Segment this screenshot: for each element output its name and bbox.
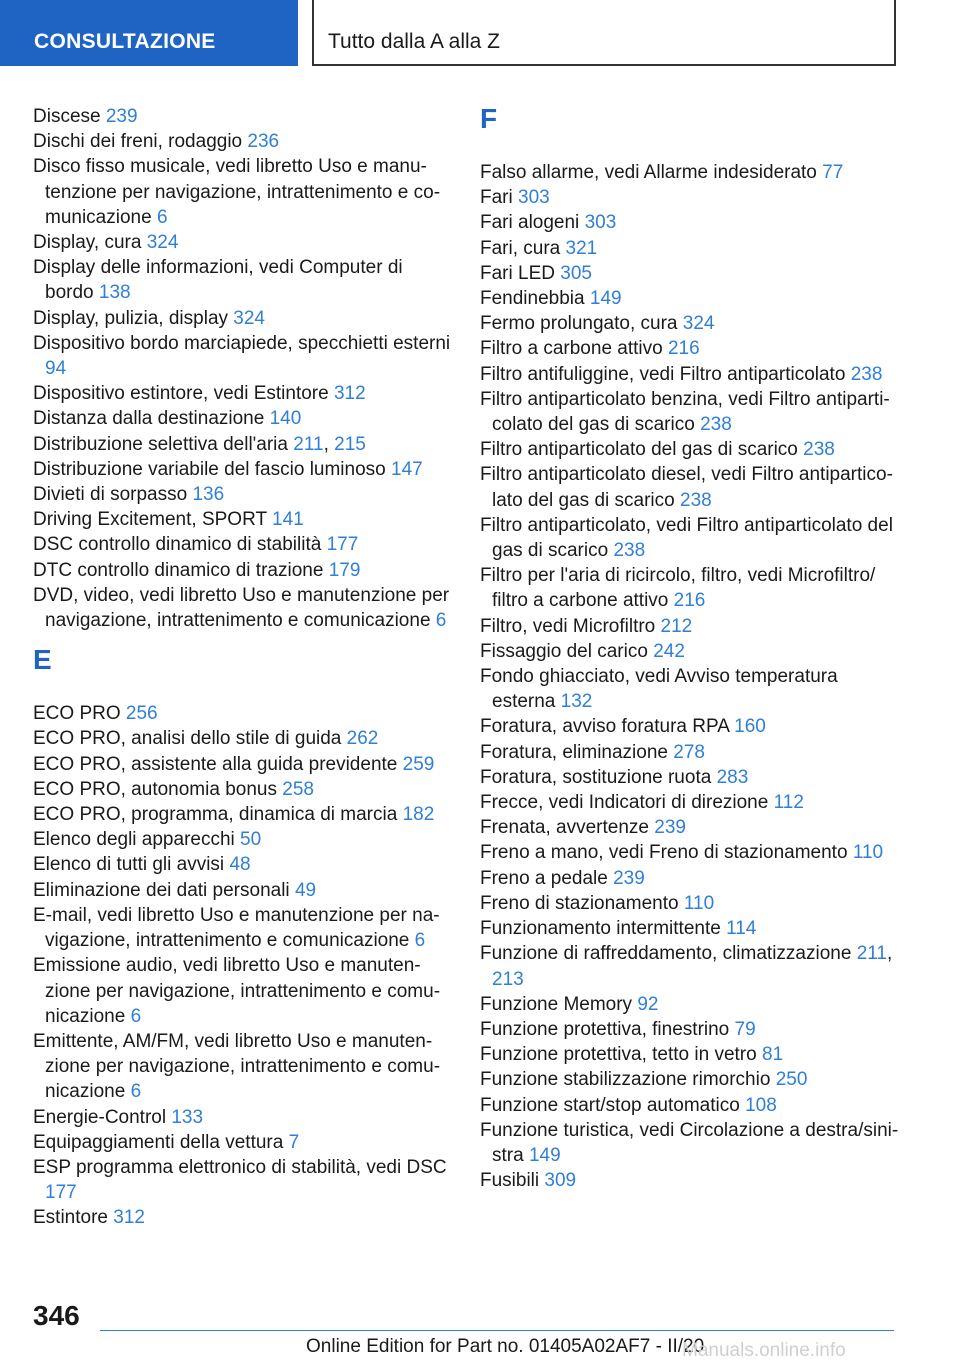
section-tab: CONSULTAZIONE [0,0,298,66]
page-reference-link[interactable]: 324 [146,232,179,254]
index-entry-text: Fermo prolungato, cura [480,313,678,335]
page-reference-link[interactable]: 256 [125,703,158,725]
index-entry [480,1118,900,1168]
index-entry-text: ECO PRO [33,703,121,725]
index-entry-text: Fusibili [480,1170,540,1192]
index-entry [480,437,900,462]
page-reference-link[interactable]: 324 [682,313,715,335]
index-entry [480,210,900,235]
index-entry-text: DVD, video, vedi libretto Uso e manutenzione per navigazione, intrattenimento e comunicazione [33,584,450,632]
index-entry-text: ECO PRO, analisi dello stile di guida [33,728,342,750]
page-reference-link[interactable]: 79 [734,1018,756,1040]
index-entry [33,852,451,877]
page-reference-link[interactable]: 238 [680,489,712,511]
index-entry [480,765,900,790]
page-reference-link[interactable]: 50 [240,829,262,851]
page-reference-link[interactable]: 94 [45,358,67,380]
index-entry-text: Fari [480,187,513,209]
index-entry [480,840,900,865]
index-entry [480,1042,900,1067]
page-reference-link[interactable]: 133 [171,1106,204,1128]
index-entry-text: Falso allarme, vedi Allarme indesiderato [480,162,817,183]
index-entry-text: Fari alogeni [480,212,580,234]
index-entry [480,740,900,765]
index-entry [33,583,451,633]
page-reference-link[interactable]: 177 [45,1182,77,1204]
page-reference-link[interactable]: 160 [734,716,766,738]
index-entry [33,406,451,431]
index-entry-text: Discese [33,106,101,127]
index-entry: Distribuzione selettiva dell'aria 211, 215 [33,433,366,455]
index-entry-text: Disco fisso musicale, vedi libretto Uso e manutenzione per navigazione, intrattenimento e comunicazione [33,156,441,228]
page-reference-link[interactable]: 6 [435,610,447,632]
index-entry [33,1155,451,1205]
index-entry-text: Foratura, avviso foratura RPA [480,716,729,738]
page-reference-link[interactable]: 6 [130,1081,142,1103]
index-entry [480,513,900,563]
page-reference-link[interactable]: 236 [247,131,280,153]
page-reference-link[interactable]: 177 [326,534,359,556]
page-reference-link[interactable]: 112 [773,792,804,814]
page-reference-link[interactable]: 138 [98,282,131,304]
index-entry-text: Estintore [33,1207,108,1229]
index-letter-heading: E [33,644,52,676]
index-entry [33,558,451,583]
index-entry-text: Freno a mano, vedi Freno di stazionamento [480,842,848,864]
index-entry-text: Emittente, AM/FM, vedi libretto Uso e manutenzione per navigazione, intrattenimento e comunicazione [33,1030,441,1103]
page-reference-link[interactable]: 259 [402,753,435,775]
index-entry [33,1029,451,1105]
index-entry [480,992,900,1017]
page-reference-link[interactable]: 250 [775,1069,808,1091]
index-entry [480,160,900,185]
index-entry-text: Distribuzione selettiva dell'aria [33,433,288,455]
page-reference-link[interactable]: 242 [653,640,685,662]
index-entry [33,381,451,406]
index-entry-text: Funzione protettiva, finestrino [480,1018,730,1040]
index-entry-text: Display, pulizia, display [33,307,229,329]
index-entry [33,701,451,726]
index-entry-text: Fari, cura [480,237,561,259]
index-entry-text: Funzionamento intermittente [480,918,721,940]
index-entry [33,230,451,255]
index-entry [480,311,900,336]
index-entry [33,507,451,532]
index-entry [33,1205,451,1230]
index-entry-text: Display delle informazioni, vedi Computer di bordo [33,257,403,304]
page-reference-link[interactable]: 110 [683,892,715,914]
page-reference-link[interactable]: 312 [113,1207,145,1229]
index-entry-text: Funzione di raffreddamento, climatizzazione [480,943,852,965]
index-entry [480,1067,900,1092]
page-reference-link[interactable]: 215 [334,433,366,455]
page-reference-link[interactable]: 258 [282,778,314,800]
index-entry-text: ECO PRO, programma, dinamica di marcia [33,804,398,826]
index-entry-text: Funzione protettiva, tetto in vetro [480,1044,757,1066]
index-entry [480,462,900,512]
index-entry [33,878,451,903]
chapter-title: Tutto dalla A alla Z [312,0,896,66]
page-reference-link[interactable]: 216 [673,590,706,612]
page-reference-link[interactable]: 212 [660,615,693,637]
page-reference-link[interactable]: 110 [852,842,884,864]
index-entry [480,286,900,311]
index-entry [33,457,451,482]
page-reference-link[interactable]: 211 [856,943,887,965]
index-entry-text: Foratura, sostituzione ruota [480,766,712,788]
page-reference-link[interactable]: 309 [544,1170,577,1192]
index-entry-text: Filtro, vedi Microfiltro [480,615,656,637]
index-entry-text: Fari LED [480,262,555,284]
index-entry [33,331,451,381]
index-entry-text: Equipaggiamenti della vettura [33,1131,284,1153]
index-entry-text: Frecce, vedi Indicatori di direzione [480,792,769,814]
index-entry-text: Foratura, eliminazione [480,741,668,763]
index-column-right [480,104,900,1193]
page-reference-link[interactable]: 149 [589,288,622,310]
index-entry-text: Filtro per l'aria di ricircolo, filtro, vedi Microfiltro/ filtro a carbone attivo [480,565,876,612]
index-entry [33,953,451,1029]
page-reference-link[interactable]: 179 [328,559,361,581]
index-entry [33,1130,451,1155]
index-entry-text: Filtro antifuliggine, vedi Filtro antiparticolato [480,363,846,385]
index-entry [480,563,900,613]
index-entry: Funzione di raffreddamento, climatizzazione 211, 213 [480,943,893,990]
index-entry [33,752,451,777]
index-entry [480,664,900,714]
edition-line: Online Edition for Part no. 01405A02AF7 - II/20 [306,1336,705,1357]
index-entry-text: Divieti di sorpasso [33,484,188,506]
page-reference-link[interactable]: 136 [192,484,225,506]
page-reference-link[interactable]: 238 [613,540,646,562]
index-entry [33,532,451,557]
index-entry [480,916,900,941]
page-reference-link[interactable]: 141 [272,509,304,531]
index-entry [480,866,900,891]
index-entry [480,614,900,639]
index-entry-text: Fissaggio del carico [480,640,648,662]
index-entry-text: Fendinebbia [480,288,585,310]
index-entry [480,236,900,261]
page-reference-link[interactable]: 321 [565,237,598,259]
index-entry [33,154,451,230]
index-entry [480,1093,900,1118]
index-entry-text: DSC controllo dinamico di stabilità [33,534,322,556]
index-entry-text: Freno di stazionamento [480,892,679,914]
page-reference-link[interactable]: 6 [130,1005,142,1027]
index-column-left [33,104,451,1231]
index-entry [480,336,900,361]
page-reference-link[interactable]: 238 [803,439,835,461]
index-entry-text: Funzione Memory [480,993,633,1015]
index-entry [33,104,451,129]
page-reference-link[interactable]: 238 [850,363,883,385]
index-entry-text: Frenata, avvertenze [480,817,649,839]
index-entry-text: Funzione start/stop automatico [480,1094,740,1116]
index-entry [480,362,900,387]
index-entry-text: ECO PRO, assistente alla guida previdente [33,753,398,775]
index-entry-text: Driving Excitement, SPORT [33,509,267,531]
watermark: Manuals.online.info [682,1340,846,1361]
page-reference-link[interactable]: 77 [822,162,844,183]
index-entry [480,891,900,916]
index-entry-text: Dischi dei freni, rodaggio [33,131,243,153]
index-entry [33,726,451,751]
index-entry-text: Elenco di tutti gli avvisi [33,854,225,876]
index-entry-text: E-mail, vedi libretto Uso e manutenzione per navigazione, intrattenimento e comunicazione [33,904,440,952]
index-entry-text: Eliminazione dei dati personali [33,879,290,901]
page-reference-link[interactable]: 81 [762,1044,784,1066]
index-entry [480,790,900,815]
index-entry-text: Filtro antiparticolato del gas di scarico [480,439,798,461]
page-reference-link[interactable]: 182 [402,804,435,826]
page-reference-link[interactable]: 239 [654,817,686,839]
index-entry [33,129,451,154]
index-entry [480,815,900,840]
index-entry-text: Display, cura [33,232,142,254]
index-entry [33,482,451,507]
page-reference-link[interactable]: 211 [293,433,324,455]
page-reference-link[interactable]: 303 [584,212,617,234]
page-reference-link[interactable]: 92 [637,993,659,1015]
page-reference-link[interactable]: 216 [667,338,700,360]
index-entry-text: Funzione turistica, vedi Circolazione a destra/sinistra [480,1119,899,1166]
page-reference-link[interactable]: 312 [333,383,366,405]
page-reference-link[interactable]: 305 [560,262,592,284]
index-entry-text: ESP programma elettronico di stabilità, vedi DSC [33,1156,447,1178]
page-reference-link[interactable]: 132 [560,691,593,713]
index-entry-text: Elenco degli apparecchi [33,829,235,851]
index-entry [33,777,451,802]
index-entry-text: Filtro antiparticolato diesel, vedi Filtro antiparticolato del gas di scarico [480,464,893,511]
page-reference-link[interactable]: 283 [716,766,749,788]
index-entry [480,1168,900,1193]
index-entry-text: Dispositivo bordo marciapiede, specchietti esterni [33,332,451,354]
page-reference-link[interactable]: 147 [391,458,423,480]
page-reference-link[interactable]: 49 [294,879,317,901]
index-entry [33,306,451,331]
index-entry [33,802,451,827]
page-reference-link[interactable]: 239 [105,106,138,127]
index-entry-text: Freno a pedale [480,867,608,889]
index-entry [480,387,900,437]
index-entry-text: Filtro a carbone attivo [480,338,663,360]
index-entry [33,1105,451,1130]
index-entry [480,1017,900,1042]
page-reference-link[interactable]: 149 [528,1144,561,1166]
index-entry [33,255,451,305]
page-reference-link[interactable]: 213 [492,968,524,990]
page-reference-link[interactable]: 114 [726,918,757,940]
page-reference-link[interactable]: 239 [613,867,645,889]
page-reference-link[interactable]: 108 [745,1094,777,1116]
page-reference-link[interactable]: 6 [156,206,168,228]
page-reference-link[interactable]: 48 [229,854,251,876]
page-reference-link[interactable]: 238 [700,414,732,436]
page-reference-link[interactable]: 6 [414,930,426,952]
index-entry [480,714,900,739]
index-entry [480,185,900,210]
index-entry-text: Filtro antiparticolato, vedi Filtro antiparticolato del gas di scarico [480,514,893,562]
index-letter-heading: F [480,103,498,134]
page-number: 346 [33,1300,80,1331]
index-entry-text: Energie-Control [33,1106,167,1128]
index-entry-text: Filtro antiparticolato benzina, vedi Filtro antiparticolato del gas di scarico [480,388,890,436]
index-entry-text: Distribuzione variabile del fascio luminoso [33,458,386,480]
index-entry-text: Emissione audio, vedi libretto Uso e manutenzione per navigazione, intrattenimento e comunicazione [33,955,441,1027]
index-entry [480,261,900,286]
index-entry [33,827,451,852]
index-entry-text: Dispositivo estintore, vedi Estintore [33,383,329,405]
index-entry-text: DTC controllo dinamico di trazione [33,559,324,581]
page-reference-link[interactable]: 324 [233,307,265,329]
index-entry-text: Distanza dalla destinazione [33,408,265,430]
page-reference-link[interactable]: 262 [346,728,379,750]
page-reference-link[interactable]: 303 [518,187,550,209]
index-entry [480,639,900,664]
page-reference-link[interactable]: 140 [269,408,302,430]
index-entry-text: Fondo ghiacciato, vedi Avviso temperatura esterna [480,666,838,713]
page-header [0,0,960,66]
footer-rule [100,1330,894,1331]
index-entry-text: Funzione stabilizzazione rimorchio [480,1069,771,1091]
index-entry [33,903,451,953]
index-entry-text: ECO PRO, autonomia bonus [33,778,277,800]
page-reference-link[interactable]: 278 [673,741,705,763]
page-reference-link[interactable]: 7 [288,1131,300,1153]
